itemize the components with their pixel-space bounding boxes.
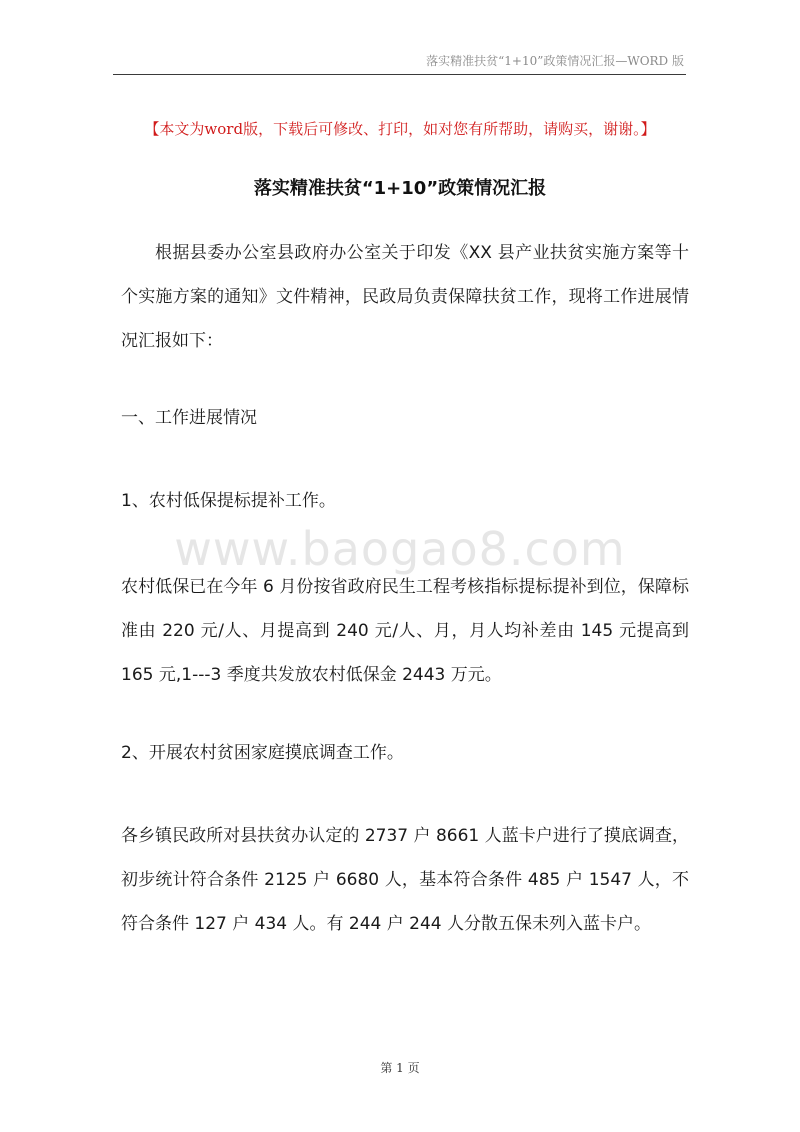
item-2-body: 各乡镇民政所对县扶贫办认定的 2737 户 8661 人蓝卡户进行了摸底调查，初步统计符合条件 2125 户 6680 人，基本符合条件 485 户 1547 人，不符合条件 127 户 434 人。有 244 户 244 人分散五保未列入蓝卡户。 <box>121 826 689 934</box>
watermark: www.baogao8.com <box>174 522 626 576</box>
item-1-body: 农村低保已在今年 6 月份按省政府民生工程考核指标提标提补到位，保障标准由 220 元/人、月提高到 240 元/人、月，月人均补差由 145 元提高到 165 元,1---3 季度共发放农村低保金 2443 万元。 <box>121 577 689 685</box>
running-header: 落实精准扶贫“1+10”政策情况汇报—WORD 版 <box>426 54 684 68</box>
download-notice: 【本文为word版，下载后可修改、打印，如对您有所帮助，请购买，谢谢。】 <box>144 120 656 138</box>
page-number: 第 1 页 <box>380 1061 420 1075</box>
document-title: 落实精准扶贫“1+10”政策情况汇报 <box>253 178 547 199</box>
intro-paragraph: 根据县委办公室县政府办公室关于印发《XX 县产业扶贫实施方案等十个实施方案的通知》文件精神，民政局负责保障扶贫工作，现将工作进展情况汇报如下： <box>121 243 689 351</box>
item-1-heading: 1、农村低保提标提补工作。 <box>121 491 336 511</box>
section-heading-progress: 一、工作进展情况 <box>121 408 257 428</box>
header-divider <box>113 74 686 75</box>
item-2-heading: 2、开展农村贫困家庭摸底调查工作。 <box>121 743 404 763</box>
